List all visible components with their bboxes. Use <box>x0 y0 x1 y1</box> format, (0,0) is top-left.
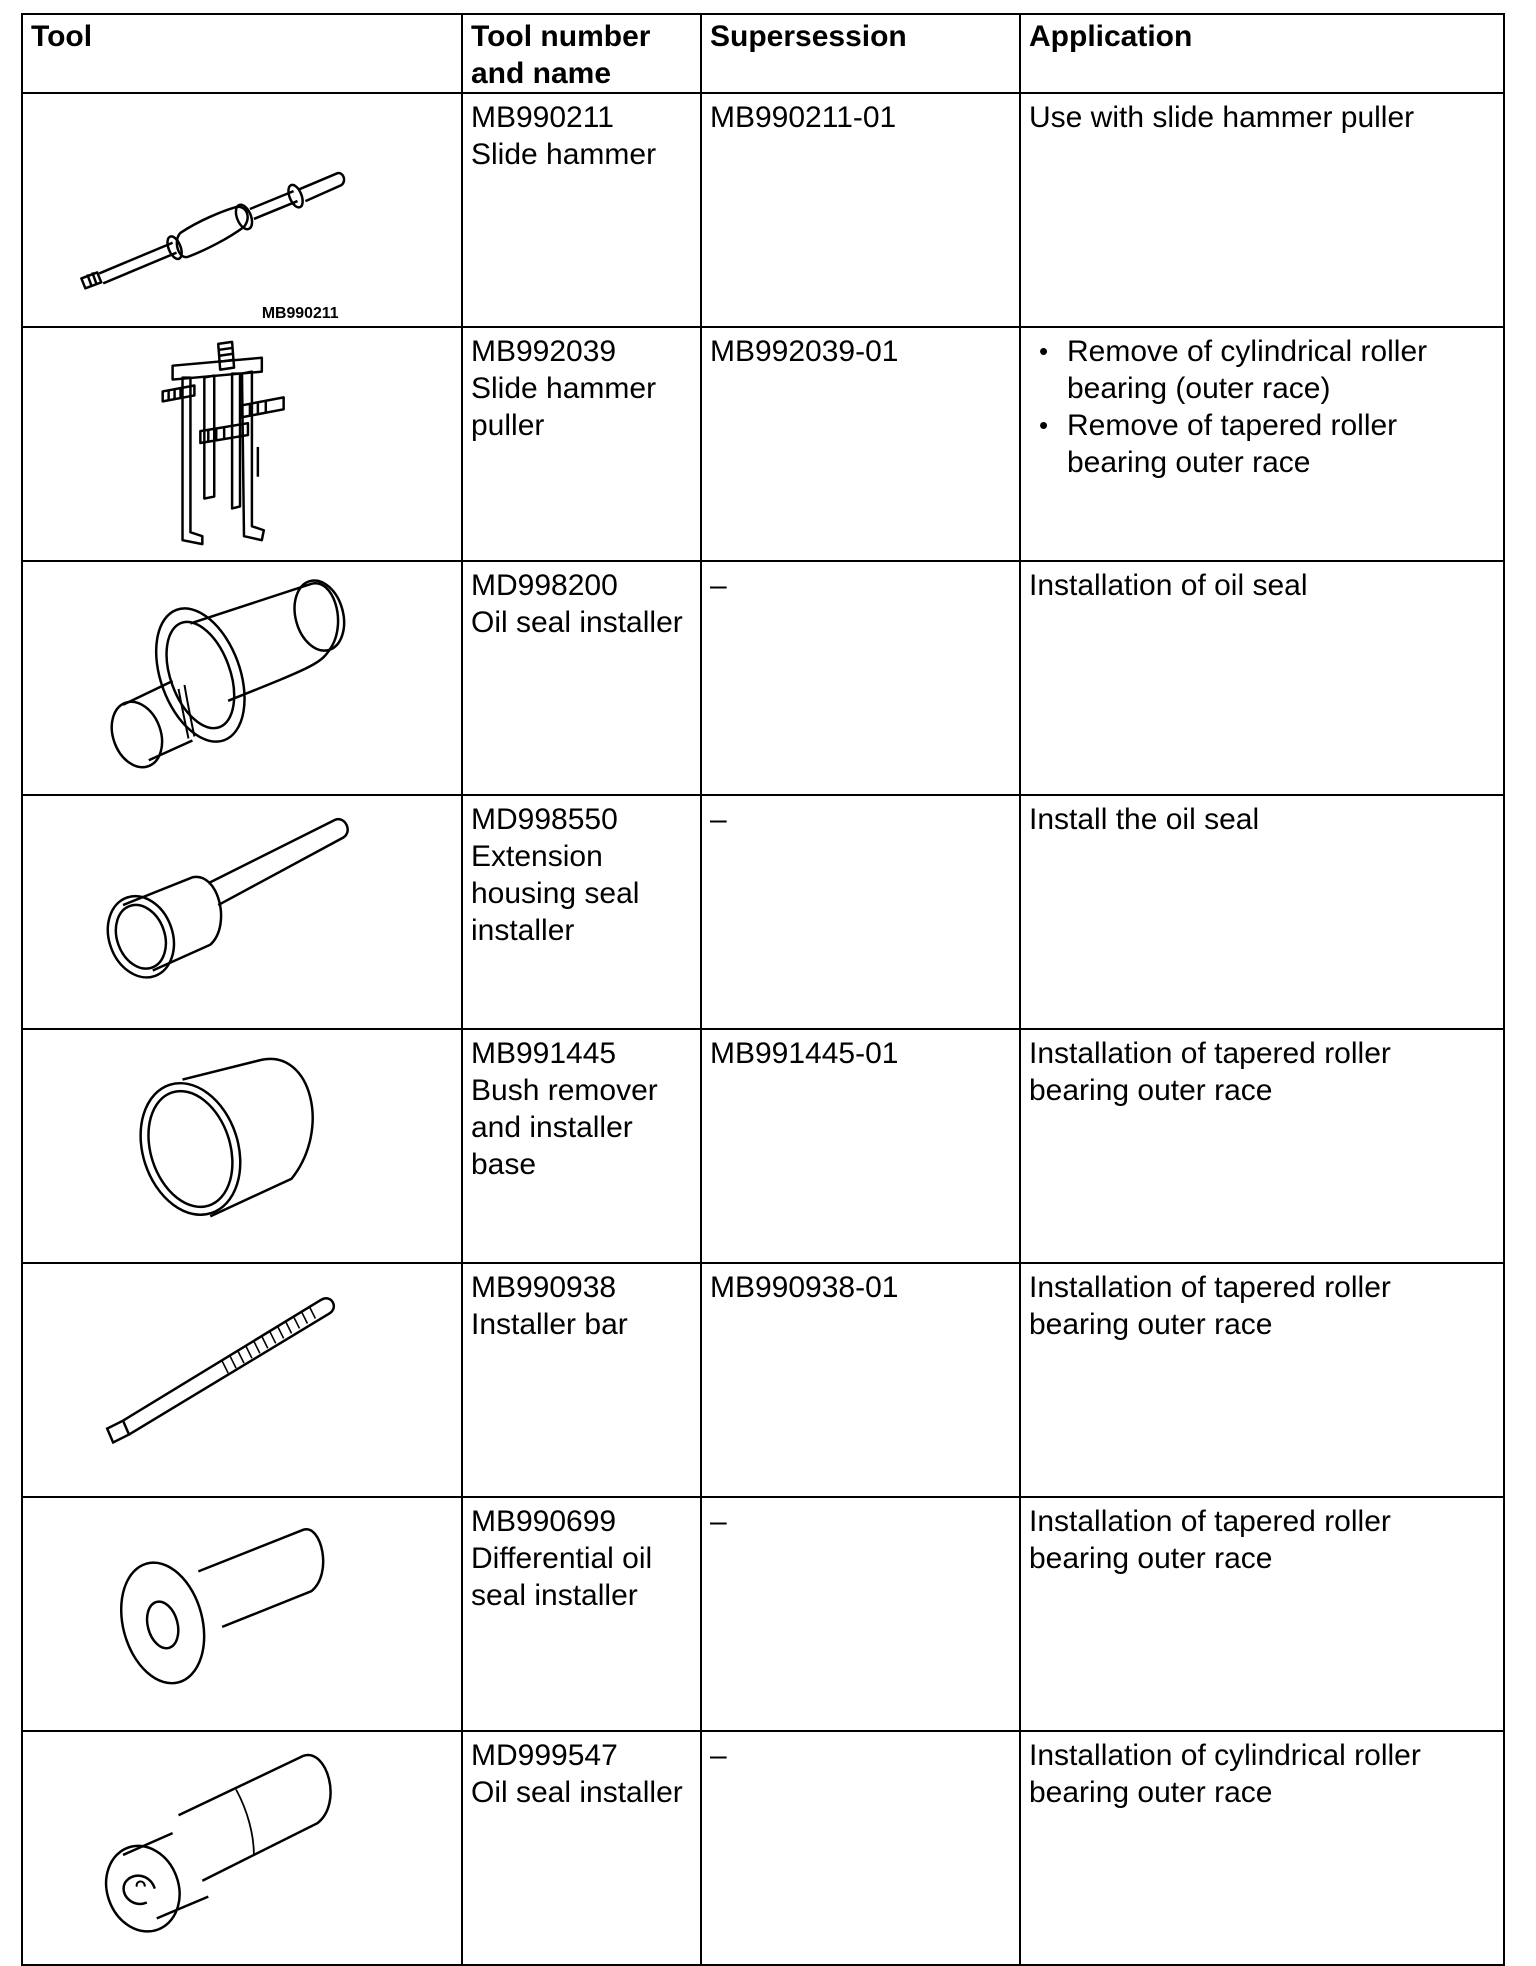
table-row <box>22 795 1504 1029</box>
tool-number-cell <box>462 327 701 561</box>
application-list <box>1029 333 1495 481</box>
oil-seal-installer-icon <box>23 562 461 794</box>
tool-number-cell <box>462 561 701 795</box>
tool-image-cell <box>22 795 462 1029</box>
table-row <box>22 1263 1504 1497</box>
application-text: Installation of tapered roller bearing outer race <box>1029 1037 1391 1107</box>
tool-number-cell <box>462 93 701 327</box>
header-tool-number: Tool number and name <box>462 14 701 93</box>
differential-oil-seal-installer-icon <box>23 1498 461 1730</box>
table-row <box>22 327 1504 561</box>
tool-number: MB990211 <box>471 101 614 134</box>
tool-number: MD999547 <box>471 1739 618 1772</box>
header-application: Application <box>1020 14 1504 93</box>
tool-number-cell <box>462 1029 701 1263</box>
tool-number-cell <box>462 1263 701 1497</box>
application-cell <box>1020 1029 1504 1263</box>
tool-name: Oil seal installer <box>471 1776 683 1809</box>
slide-hammer-icon <box>23 94 461 326</box>
tool-number-cell <box>462 1731 701 1965</box>
table-row <box>22 1497 1504 1731</box>
supersession-cell: MB990211-01 <box>701 93 1020 327</box>
tool-number: MB991445 <box>471 1037 617 1070</box>
supersession-cell: MB990938-01 <box>701 1263 1020 1497</box>
tool-name: Bush remover and installer base <box>471 1074 658 1181</box>
header-supersession: Supersession <box>701 14 1020 93</box>
application-text: Installation of oil seal <box>1029 569 1308 602</box>
tool-image-cell <box>22 1029 462 1263</box>
table-row <box>22 1731 1504 1965</box>
tool-number-cell <box>462 795 701 1029</box>
application-text: Install the oil seal <box>1029 803 1260 836</box>
tool-number-cell <box>462 1497 701 1731</box>
tool-name: Slide hammer puller <box>471 372 657 442</box>
tool-number: MB990699 <box>471 1505 617 1538</box>
installer-bar-icon <box>23 1264 461 1496</box>
bush-remover-installer-base-icon <box>23 1030 461 1262</box>
supersession-cell: – <box>701 561 1020 795</box>
supersession-cell: – <box>701 795 1020 1029</box>
supersession-cell: MB992039-01 <box>701 327 1020 561</box>
supersession-cell: MB991445-01 <box>701 1029 1020 1263</box>
application-cell <box>1020 327 1504 561</box>
table-row <box>22 561 1504 795</box>
tool-name: Extension housing seal installer <box>471 840 640 947</box>
table-row <box>22 1029 1504 1263</box>
application-cell <box>1020 795 1504 1029</box>
tool-image-cell <box>22 1731 462 1965</box>
slide-hammer-puller-icon <box>23 328 461 560</box>
tool-name: Installer bar <box>471 1308 628 1341</box>
tool-image-cell <box>22 561 462 795</box>
special-tools-table <box>21 13 1505 1966</box>
slide-hammer-image-label: MB990211 <box>261 305 339 323</box>
tool-image-cell <box>22 327 462 561</box>
tool-name: Differential oil seal installer <box>471 1542 653 1612</box>
application-text: Use with slide hammer puller <box>1029 101 1415 134</box>
application-text: Installation of tapered roller bearing outer race <box>1029 1505 1391 1575</box>
tool-image-cell <box>22 1263 462 1497</box>
tool-number: MD998550 <box>471 803 618 836</box>
application-cell <box>1020 1731 1504 1965</box>
tool-image-cell <box>22 93 462 327</box>
table-header-row <box>22 14 1504 93</box>
application-cell <box>1020 1263 1504 1497</box>
tool-number: MB992039 <box>471 335 617 368</box>
tool-number: MB990938 <box>471 1271 617 1304</box>
application-cell <box>1020 1497 1504 1731</box>
header-tool: Tool <box>22 14 462 93</box>
application-cell <box>1020 93 1504 327</box>
tool-image-cell <box>22 1497 462 1731</box>
application-text: Installation of cylindrical roller bearing outer race <box>1029 1739 1421 1809</box>
list-item: • Remove of tapered roller bearing outer race <box>1067 407 1495 481</box>
tool-name: Oil seal installer <box>471 606 683 639</box>
supersession-cell: – <box>701 1731 1020 1965</box>
application-cell <box>1020 561 1504 795</box>
table-row <box>22 93 1504 327</box>
list-item: • Remove of cylindrical roller bearing (outer race) <box>1067 333 1495 407</box>
extension-housing-seal-installer-icon <box>23 796 461 1028</box>
supersession-cell: – <box>701 1497 1020 1731</box>
tool-number: MD998200 <box>471 569 618 602</box>
tool-name: Slide hammer <box>471 138 657 171</box>
oil-seal-installer-stepped-icon <box>23 1732 461 1964</box>
application-text: Installation of tapered roller bearing outer race <box>1029 1271 1391 1341</box>
